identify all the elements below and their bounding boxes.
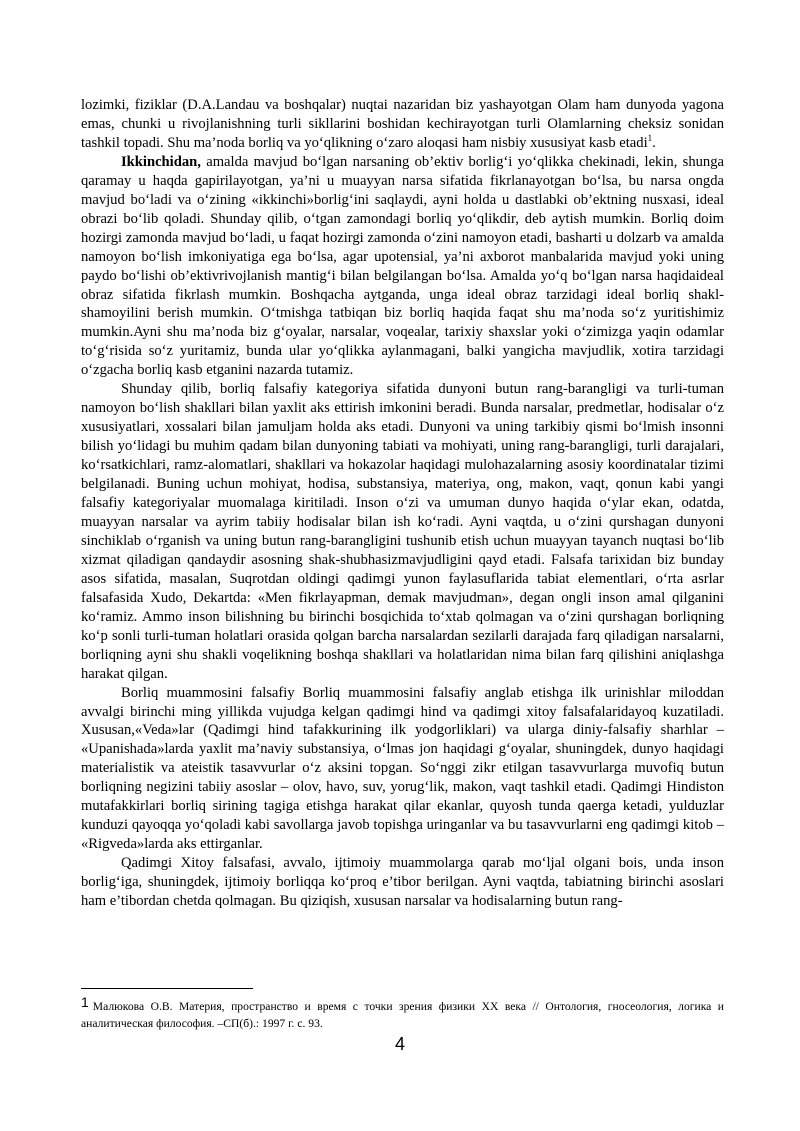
footnote-mark: 1: [81, 994, 89, 1010]
footnote-separator: [81, 988, 253, 989]
paragraph-qadimgi-xitoy: Qadimgi Xitoy falsafasi, avvalo, ijtimoiy muammolarga qarab mo‘ljal olgani bois, unda inson borlig‘iga, shuningdek, ijtimoiy borliqqa ko‘proq e’tibor berilgan. Ayni vaqtda, tabiatning birinchi asoslari ham e’tibordan chetda qolmagan. Bu qiziqish, xususan narsalar va hodisalarning butun rang-: [81, 855, 724, 910]
paragraph-borliq-muammosi: Borliq muammosini falsafiy Borliq muammosini falsafiy anglab etishga ilk urinishlar miloddan avvalgi birinchi ming yillikda vujudga kelgan qadimgi hind va qadimgi xitoy falsafalaridayoq kuzatiladi. Xususan,«Veda»lar (Qadimgi hind tafakkurining ilk yodgorliklari) va ularga diniy-falsafiy sharhlar – «Upanishada»larda yaxlit ma’naviy substansiya, o‘lmas jon haqidagi g‘oyalar, shuningdek, dunyo haqidagi materialistik va ateistik tasavvurlar o‘z aksini topgan. So‘nggi zikr etilgan tasavvurlarga muvofiq butun borliqning negizini tabiiy asoslar – olov, havo, suv, yorug‘lik, makon, vaqt tashkil etadi. Qadimgi Hindiston mutafakkirlari borliq sirining tagiga etishga harakat qilar ekanlar, quyosh tunda qaerga ketadi, yulduzlar kunduzi qayoqqa yo‘qoladi kabi savollarga javob topishga uringanlar va bu tasavvurlarni eng qadimgi kitob – «Rigveda»larda aks ettirganlar.: [81, 684, 724, 853]
footnote: [81, 994, 724, 1032]
paragraph-lead-bold: Ikkinchidan,: [121, 153, 201, 170]
body-text: [81, 96, 724, 911]
paragraph-ikkinchidan: [81, 153, 724, 380]
paragraph-text: amalda mavjud bo‘lgan narsaning ob’ektiv borlig‘i yo‘qlikka chekinadi, lekin, shunga qaramay u haqda gapirilayotgan, ya’ni u muayyan narsa sifatida fikrlanayotgan bo‘lsa, bu narsa ongda mavjud bo‘ladi va o‘zining «ikkinchi»borlig‘ini saqlaydi, ayni holda u dastlabki ob’ektning nusxasi, ideal obrazi bo‘lib qoladi. Shunday qilib, o‘tgan zamondagi borliq yo‘qlikdir, deb aytish mumkin. Borliq doim hozirgi zamonda mavjud bo‘ladi, u faqat hozirgi zamonda o‘zini namoyon etadi, basharti u dolzarb va amalda namoyon bo‘lish imkoniyatiga ega bo‘lsa, agar upotensial, ya’ni axborot manbalarida mavjud yoki uning paydo bo‘lishi ob’ektivrivojlanish mantig‘i bilan belgilangan bo‘lsa. Amalda yo‘q bo‘lgan narsa haqidaideal obraz sifatida fikrlash mumkin. Boshqacha aytganda, unga ideal obraz tarzidagi ideal borliq shakl-shamoyilini berish mumkin. O‘tmishga tatbiqan biz borliq haqida faqat shu ma’noda so‘z yuritishimiz mumkin.Ayni shu ma’noda biz g‘oyalar, narsalar, voqealar, tarixiy shaxslar yoki o‘zimizga yaqin odamlar to‘g‘risida so‘z yuritamiz, bunda ular yo‘qlikka aylanmagani, balki yangicha mavjudlik, xotira tarzidagi o‘zgacha borliq kasb etganini nazarda tutamiz.: [81, 153, 724, 379]
paragraph-text: lozimki, fiziklar (D.A.Landau va boshqalar) nuqtai nazaridan biz yashayotgan Olam ham dunyoda yagona emas, chunki u rivojlanishning turli sikllarini boshidan kechirayotgan turli Olamlarning cheksiz sonidan tashkil topadi. Shu ma’noda borliq va yo‘qlikning o‘zaro aloqasi ham nisbiy xususiyat kasb etadi: [81, 97, 724, 151]
page-number: 4: [394, 1034, 405, 1054]
paragraph-end-punctuation: .: [652, 134, 656, 151]
footnote-reference[interactable]: 1: [647, 133, 653, 144]
paragraph-shunday-qilib: Shunday qilib, borliq falsafiy kategoriya sifatida dunyoni butun rang-barangligi va turli-tuman namoyon bo‘lish shakllari bilan yaxlit aks ettirish imkonini beradi. Bunda narsalar, predmetlar, hodisalar o‘z xususiyatlari, xossalari bilan jamuljam holda aks etadi. Dunyoni va uning tarkibiy qismi bo‘lmish insonni bilish yo‘lidagi bu muhim qadam bilan dunyoning tabiati va mohiyati, uning rang-barangligi, turli darajalari, ko‘rsatkichlari, ramz-alomatlari, shakllari va hokazolar haqidagi mulohazalarning asosiy koordinatalar tizimi belgilanadi. Buning uchun mohiyat, hodisa, substansiya, materiya, ong, makon, vaqt, qonun kabi yangi falsafiy kategoriyalar muomalaga kiritiladi. Inson o‘zi va umuman dunyo haqida o‘ylar ekan, odatda, muayyan narsalar va ayrim tabiiy hodisalar bilan ish ko‘radi. Ayni vaqtda, u o‘zini qurshagan dunyoni sinchiklab o‘rganish va uning butun rang-barangligini tushunib etish uchun muayyan tayanch nuqtasi bo‘lib xizmat qiladigan qandaydir asosning shak-shubhasizmavjudligini qayd etadi. Falsafa tarixidan biz bunday asos sifatida, masalan, Suqrotdan oldingi qadimgi yunon faylasuflarida tabiat elementlari, o‘rta asrlar falsafasida Xudo, Dekartda: «Men fikrlayapman, demak mavjudman», degan ongli inson amal qilganini ko‘ramiz. Ammo inson bilishning bu birinchi bosqichida to‘xtab qolmagan va o‘zini qurshagan borliqning ko‘p sonli turli-tuman holatlari orasida qolgan barcha narsalardan sezilarli darajada farq qiladigan narsalarni, borliqning ayni shu shakli voqelikning boshqa shakllari va holatlaridan nima bilan farq qilishini aniqlashga harakat qilgan.: [81, 381, 724, 682]
paragraph-continuation: [81, 96, 724, 153]
footnote-text: Малюкова О.В. Материя, пространство и время с точки зрения физики XX века // Онтология, гносеология, логика и аналитическая философия. –СП(б).: 1997 г. с. 93.: [81, 1000, 724, 1030]
